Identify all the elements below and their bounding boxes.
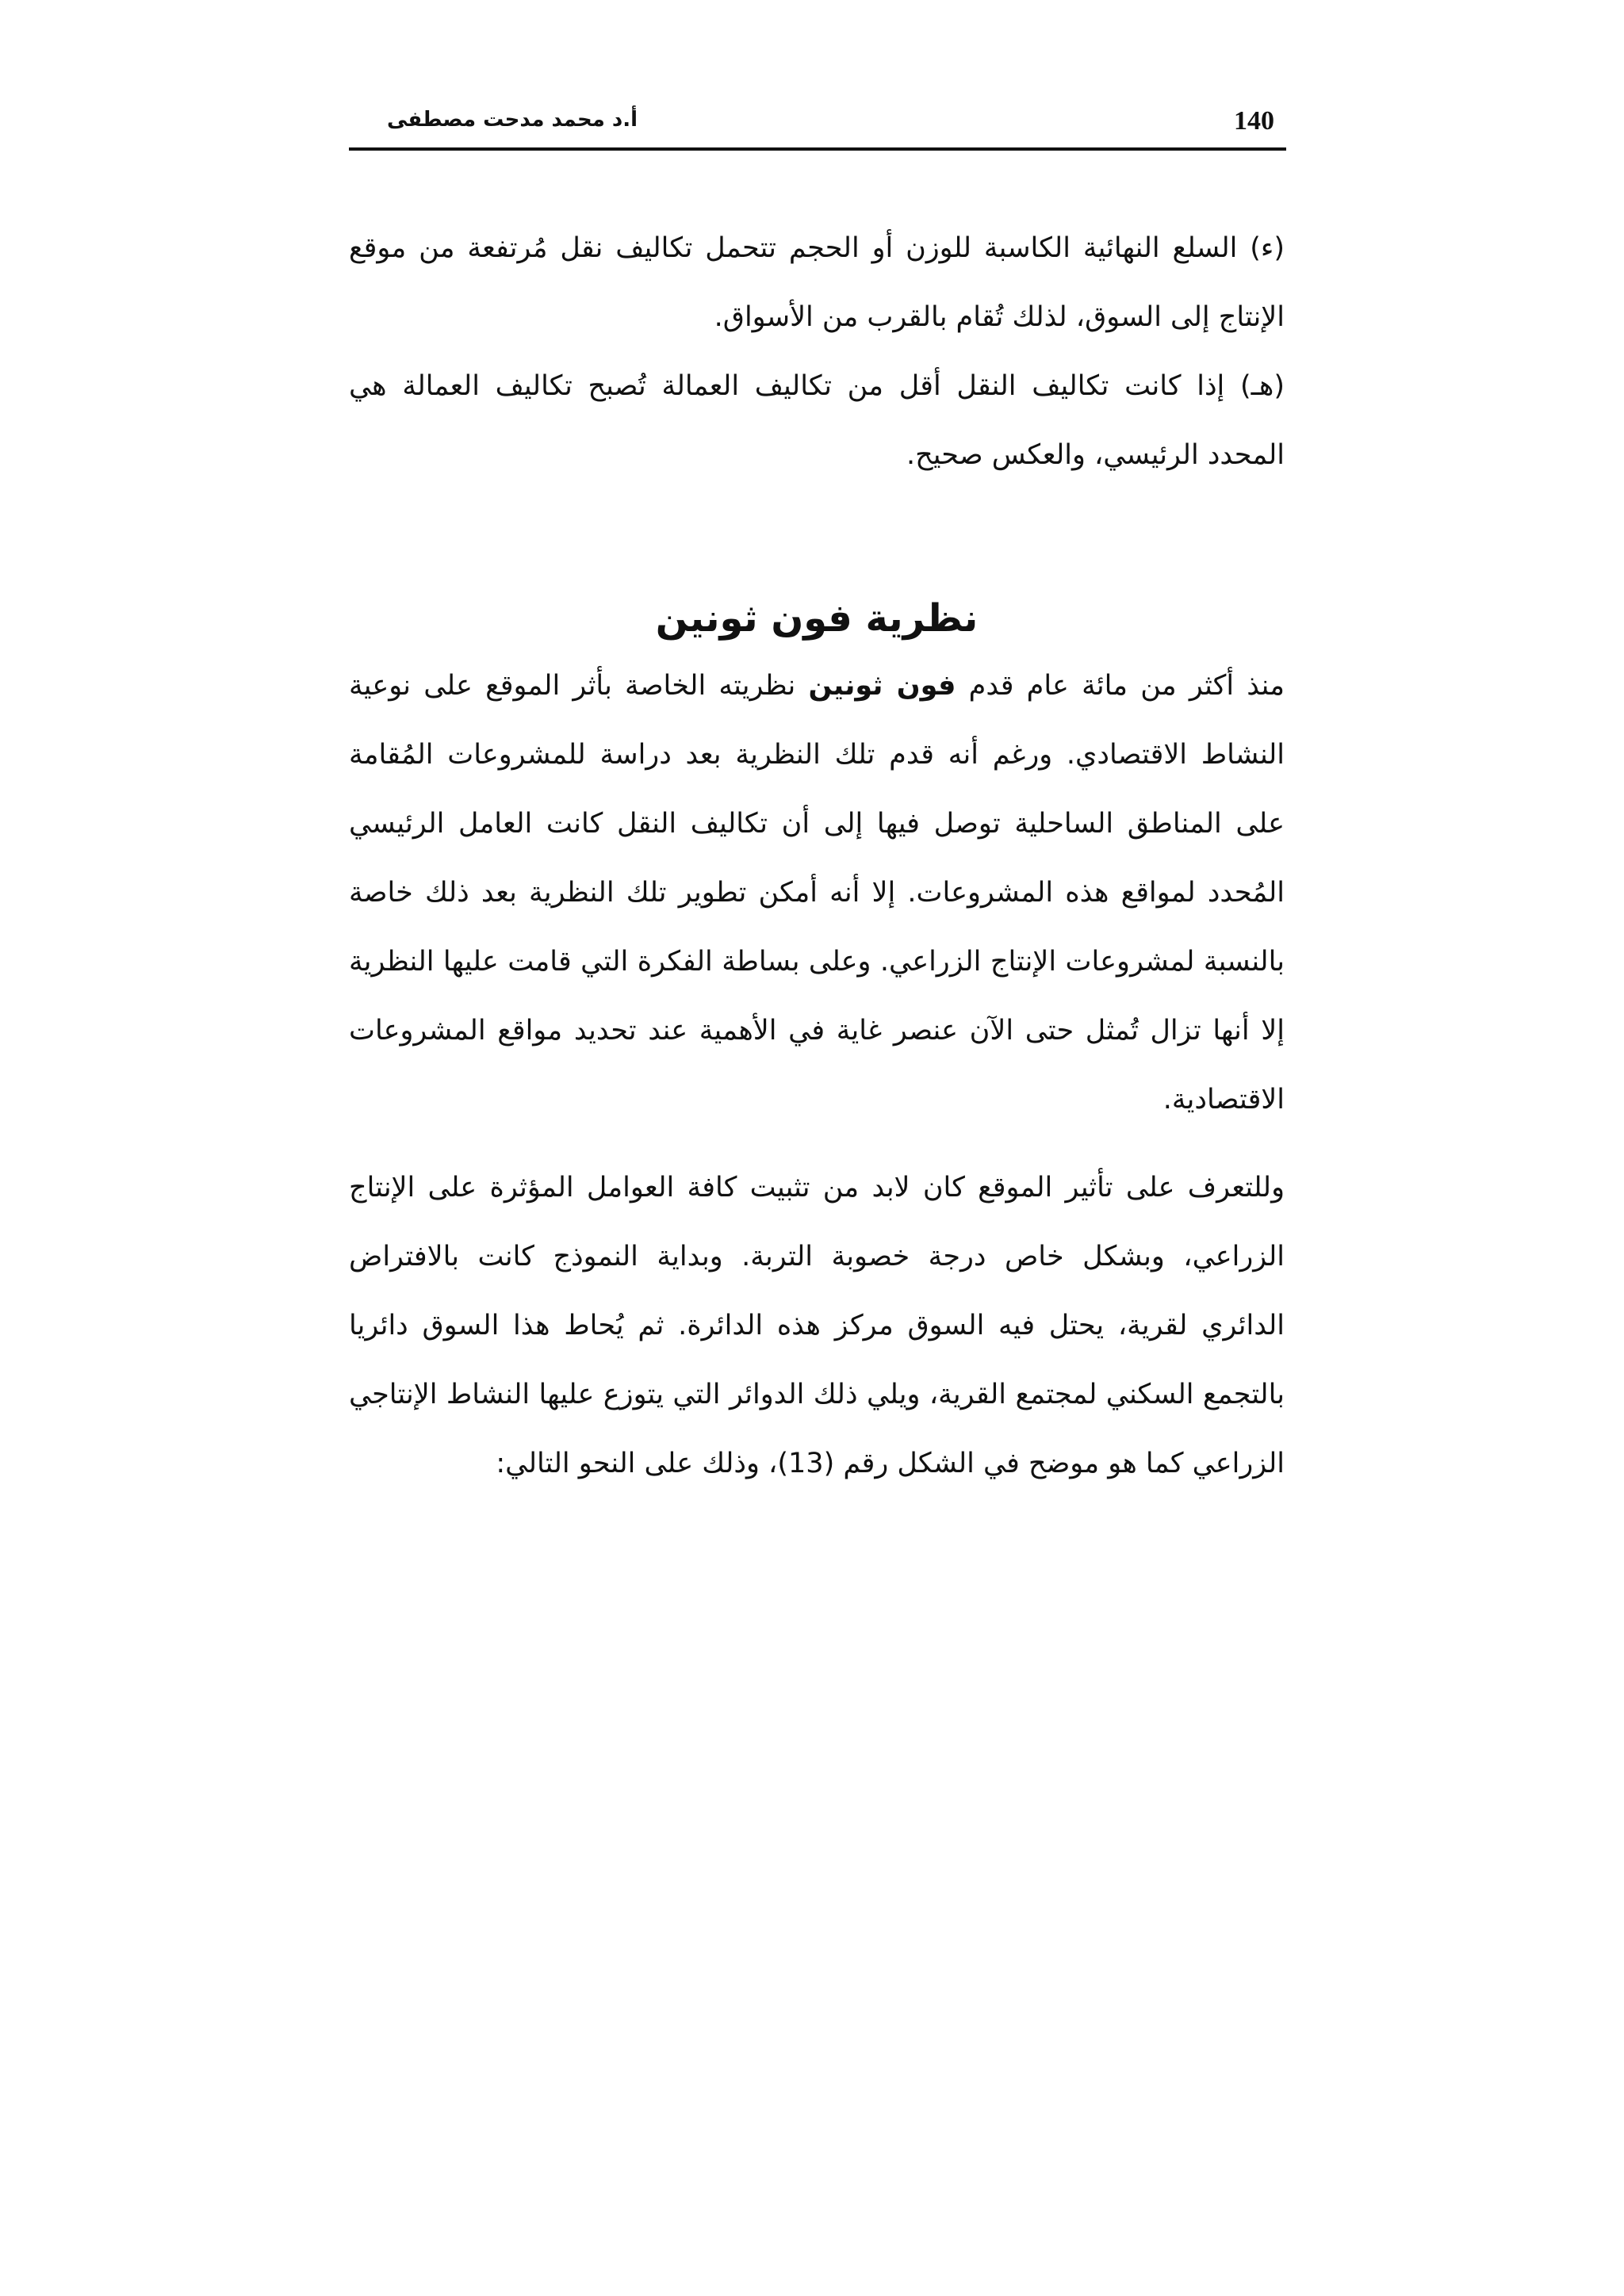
list-item: (ء) السلع النهائية الكاسبة للوزن أو الحجم تتحمل تكاليف نقل مُرتفعة من موقع الإنتاج إلى السوق، لذلك تُقام بالقرب من الأسواق. [349,232,1285,333]
theory-section [349,584,1285,1135]
intro-text-start: منذ أكثر من مائة عام قدم [956,670,1285,702]
section-title: نظرية فون ثونين [655,596,979,641]
model-paragraph: وللتعرف على تأثير الموقع كان لابد من تثبيت كافة العوامل المؤثرة على الإنتاج الزراعي، وبشكل خاص درجة خصوبة التربة. وبداية النموذج كانت بالافتراض الدائري لقرية، يحتل فيه السوق مركز هذه الدائرة. ثم يُحاط هذا السوق دائريا بالتجمع السكني لمجتمع القرية، ويلي ذلك الدوائر التي يتوزع عليها النشاط الإنتاجي الزراعي كما هو موضح في الشكل رقم (13)، وذلك على النحو التالي: [349,1172,1285,1479]
page-number: 140 [1234,106,1274,136]
list-block [349,214,1285,490]
list-item: (هـ) إذا كانت تكاليف النقل أقل من تكاليف العمالة تُصبح تكاليف العمالة هي المحدد الرئيسي، والعكس صحيح. [349,370,1285,471]
model-section [349,1154,1285,1498]
page-header [349,101,1286,149]
theorist-name: فون ثونين [808,670,956,702]
intro-text-rest: نظريته الخاصة بأثر الموقع على نوعية النشاط الاقتصادي. ورغم أنه قدم تلك النظرية بعد دراسة للمشروعات المُقامة على المناطق الساحلية توصل فيها إلى أن تكاليف النقل كانت العامل الرئيسي المُحدد لمواقع هذه المشروعات. إلا أنه أمكن تطوير تلك النظرية بعد ذلك خاصة بالنسبة لمشروعات الإنتاج الزراعي. وعلى بساطة الفكرة التي قامت عليها النظرية إلا أنها تزال تُمثل حتى الآن عنصر غاية في الأهمية عند تحديد مواقع المشروعات الاقتصادية. [349,670,1285,1115]
intro-paragraph [349,652,1285,1135]
running-head-author: أ.د محمد مدحت مصطفى [387,108,638,132]
header-rule [349,147,1286,151]
